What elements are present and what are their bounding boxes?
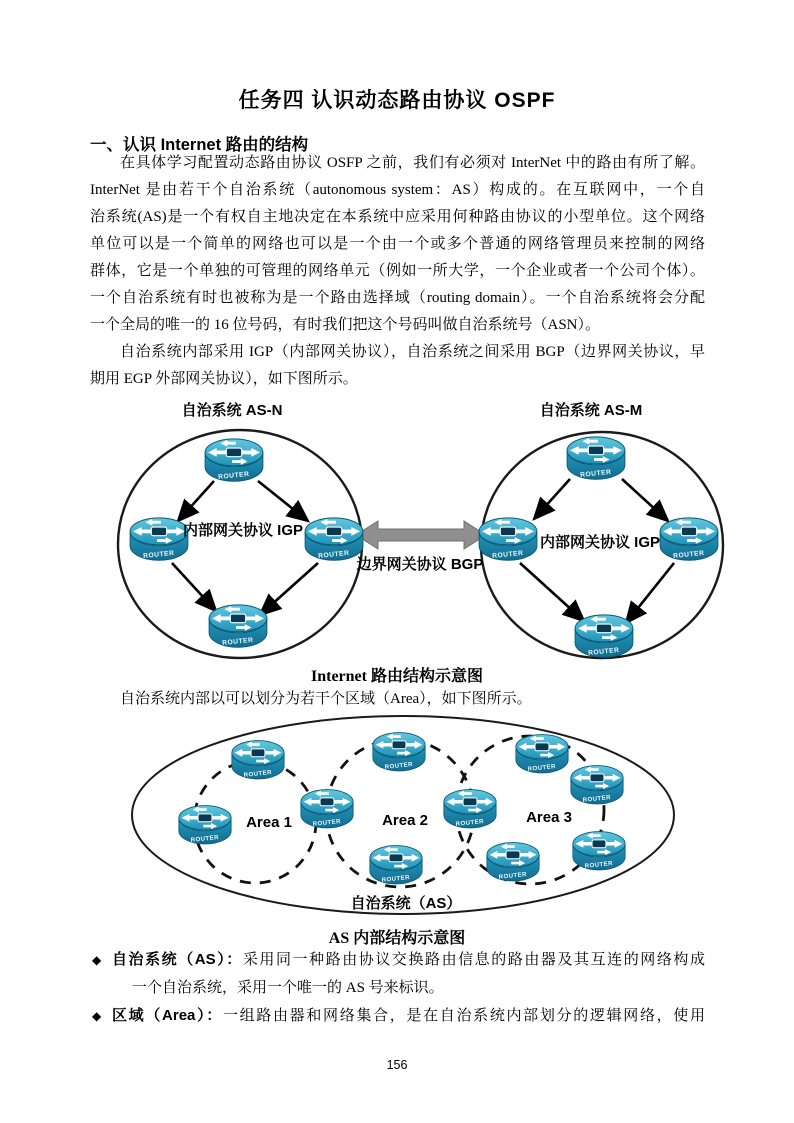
as-m-label: 自治系统 AS-M xyxy=(539,402,643,419)
paragraph-line: 一个自治系统有时也被称为是一个路由选择域（routing domain）。一个自治系统将会分配 xyxy=(90,290,705,306)
paragraph-2 xyxy=(90,339,705,393)
diamond-bullet-icon: ◆ xyxy=(92,953,102,967)
router-icon xyxy=(371,730,427,777)
router-icon xyxy=(368,843,424,890)
paragraph-line: 单位可以是一个简单的网络也可以是一个由一个或多个普通的网络管理员来控制的网络 xyxy=(90,236,705,252)
page-title: 任务四 认识动态路由协议 OSPF xyxy=(238,89,556,112)
bullet-list xyxy=(92,946,705,1030)
bullet-line xyxy=(112,1002,705,1030)
paragraph-line: 期用 EGP 外部网关协议），如下图所示。 xyxy=(90,371,358,387)
area3-label: Area 3 xyxy=(526,809,572,826)
igp-link-arrow xyxy=(258,481,308,521)
bullet-line: 一个自治系统，采用一个唯一的 AS 号来标识。 xyxy=(132,980,444,996)
diamond-bullet-icon: ◆ xyxy=(92,1009,102,1023)
diagram2-caption: AS 内部结构示意图 xyxy=(328,930,466,947)
bullet-term: 区域（Area）： xyxy=(112,1007,223,1024)
paragraph-1 xyxy=(90,150,705,339)
bgp-double-arrow xyxy=(356,521,486,549)
bullet-term: 自治系统（AS）： xyxy=(112,951,243,968)
bgp-label: 边界网关协议 BGP xyxy=(356,556,484,573)
between-text: 自治系统内部以可以划分为若干个区域（Area），如下图所示。 xyxy=(120,691,532,707)
area2-label: Area 2 xyxy=(382,812,428,829)
router-icon xyxy=(230,738,286,785)
paragraph-line: 自治系统内部采用 IGP（内部网关协议），自治系统之间采用 BGP（边界网关协议，早 xyxy=(120,344,705,360)
paragraph-line: 一个全局的唯一的 16 位号码，有时我们把这个号码叫做自治系统号（ASN）。 xyxy=(90,317,601,333)
page-number: 156 xyxy=(386,1058,408,1072)
router-icon xyxy=(485,840,541,887)
area1-label: Area 1 xyxy=(246,814,292,831)
as-n-label: 自治系统 AS-N xyxy=(181,402,283,419)
router-icon xyxy=(207,602,269,654)
router-icon xyxy=(203,436,265,488)
as-label: 自治系统（AS） xyxy=(350,895,462,912)
router-icon xyxy=(573,612,635,664)
paragraph-line: 在具体学习配置动态路由协议 OSFP 之前，我们有必须对 InterNet 中的路由有所了解。 xyxy=(120,155,705,171)
router-icon xyxy=(569,763,625,810)
diagram1-caption: Internet 路由结构示意图 xyxy=(311,668,483,685)
list-item xyxy=(92,1002,705,1030)
section-heading: 一、认识 Internet 路由的结构 xyxy=(90,136,309,154)
list-item xyxy=(92,946,705,1002)
igp-label-left: 内部网关协议 IGP xyxy=(182,522,303,539)
igp-label-right: 内部网关协议 IGP xyxy=(539,534,660,551)
paragraph-line: 治系统(AS)是一个有权自主地决定在本系统中应采用何种路由协议的小型单位。这个网络 xyxy=(90,209,705,225)
paragraph-line: InterNet 是由若干个自治系统（autonomous system：AS）构成的。在互联网中，一个自 xyxy=(90,182,705,198)
bullet-text: 一组路由器和网络集合，是在自治系统内部划分的逻辑网络，使用 xyxy=(222,1008,705,1024)
bullet-text: 采用同一种路由协议交换路由信息的路由器及其互连的网络构成 xyxy=(242,952,705,968)
bullet-line xyxy=(112,946,705,974)
router-icon xyxy=(571,829,627,876)
router-icon xyxy=(565,434,627,486)
paragraph-line: 群体，它是一个单独的可管理的网络单元（例如一所大学，一个企业或者一个公司个体）。 xyxy=(90,263,705,279)
router-icon xyxy=(514,732,570,779)
